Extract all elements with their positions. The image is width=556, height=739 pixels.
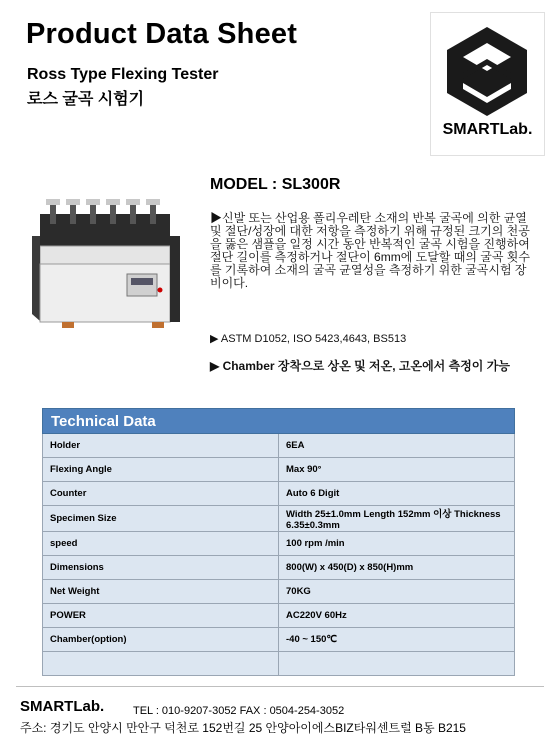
row-value: Width 25±1.0mm Length 152mm 이상 Thickness 6.35±0.3mm [279,506,515,532]
row-value: 6EA [279,434,515,458]
description-paragraph-2: 절단 길이를 측정하거나 절단이 6mm에 도달할 때의 굴곡 횟수를 기록하여 소재의 굴곡 균열성을 측정하기 위한 굴곡시험 장비이다. [210,250,530,290]
page-title: Product Data Sheet [26,18,298,50]
row-label: Net Weight [43,580,279,604]
table-row [43,556,515,580]
table-row [43,458,515,482]
row-value: -40 ~ 150℃ [279,628,515,652]
row-value: 800(W) x 450(D) x 850(H)mm [279,556,515,580]
table-row [43,652,515,676]
footer-address: 주소: 경기도 안양시 만안구 덕천로 152번길 25 안양아이에스BIZ타워센트럴 B동 B215 [20,721,466,735]
row-value: Max 90° [279,458,515,482]
company-logo [430,12,545,156]
row-label: Flexing Angle [43,458,279,482]
row-label: Chamber(option) [43,628,279,652]
product-name-ko: 로스 굴곡 시험기 [27,91,145,108]
product-photo [32,196,192,336]
row-label: Dimensions [43,556,279,580]
row-label: Specimen Size [43,506,279,532]
logo-wordmark: SMARTLab. [442,121,533,138]
model-number: MODEL : SL300R [210,176,341,193]
row-value: AC220V 60Hz [279,604,515,628]
table-row [43,434,515,458]
technical-data-table [42,408,515,676]
table-row [43,482,515,506]
row-label: Holder [43,434,279,458]
standards-note: ▶ ASTM D1052, ISO 5423,4643, BS513 [210,333,407,345]
row-value: 100 rpm /min [279,532,515,556]
row-label: POWER [43,604,279,628]
table-row [43,532,515,556]
product-name-en: Ross Type Flexing Tester [27,66,219,83]
row-value: 70KG [279,580,515,604]
footer-divider [16,686,544,687]
row-value: Auto 6 Digit [279,482,515,506]
smartlab-s-hexagon-icon [431,13,544,121]
table-row [43,580,515,604]
description-paragraph-1: ▶신발 또는 산업용 폴리우레탄 소재의 반복 굴곡에 의한 균열 및 절단/성장에 대한 저항을 측정하기 위해 규정된 크기의 천공을 뚫은 샘플을 일정 시간 동안 반복적인 굴곡 시험을 진행하여 [210,211,530,251]
product-description [210,212,530,290]
table-heading: Technical Data [43,409,515,434]
row-label: speed [43,532,279,556]
table-row [43,628,515,652]
row-label [43,652,279,676]
table-row [43,506,515,532]
chamber-note: ▶ Chamber 장착으로 상온 및 저온, 고온에서 측정이 가능 [210,359,510,373]
table-row [43,604,515,628]
footer-brand: SMARTLab. [20,698,105,715]
row-value [279,652,515,676]
row-label: Counter [43,482,279,506]
footer-contact: TEL : 010-9207-3052 FAX : 0504-254-3052 [133,705,345,717]
